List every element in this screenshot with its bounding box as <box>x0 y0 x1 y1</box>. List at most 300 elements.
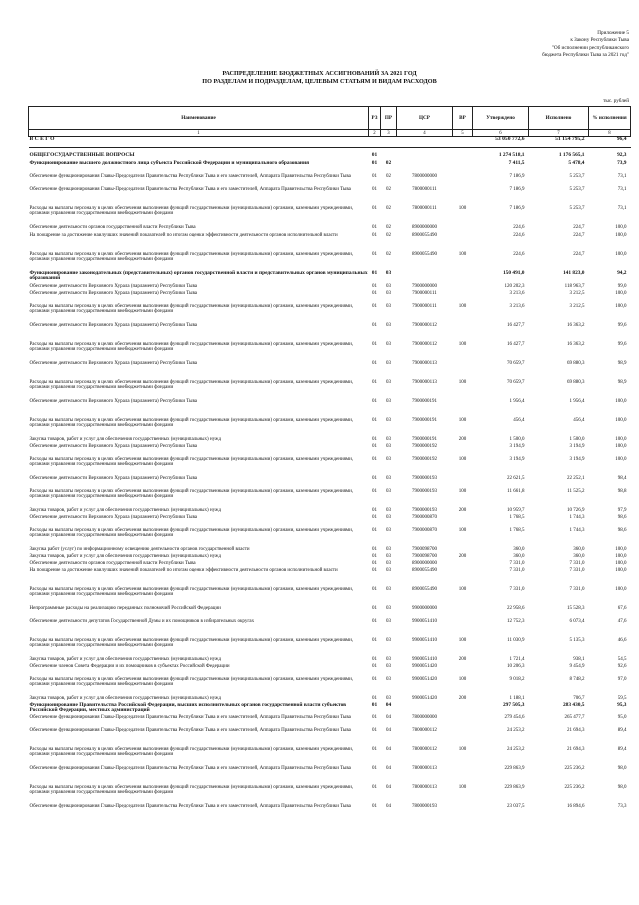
pr-cell: 04 <box>386 803 391 809</box>
table-row <box>29 137 631 148</box>
pct-cell: 100,0 <box>615 586 627 592</box>
rz-cell: 01 <box>372 586 377 592</box>
csr-cell: 7900000192 <box>412 456 437 462</box>
pct-cell: 54,5 <box>617 656 627 662</box>
rz-cell: 01 <box>372 803 377 809</box>
row-name-cell: Закупка товаров, работ и услуг для обеспечения государственных (муниципальных) нужд <box>29 553 222 559</box>
approved-cell: 24 253,2 <box>507 746 525 752</box>
csr-cell: 7800000113 <box>412 784 437 790</box>
pct-cell: 73,1 <box>617 186 627 192</box>
rz-cell: 01 <box>372 656 377 662</box>
csr-cell: 7900000191 <box>412 417 437 423</box>
row-name-cell: Функционирование законодательных (представительных) органов государственной власти и представительных органов муниципальных образований <box>29 269 368 282</box>
approved-cell: 22 621,5 <box>507 475 525 481</box>
pct-cell: 98,0 <box>617 784 627 790</box>
executed-cell: 3 194,9 <box>569 443 585 449</box>
vr-cell <box>453 606 473 619</box>
executed-cell: 22 252,1 <box>567 475 585 481</box>
rz-cell: 01 <box>372 618 377 624</box>
row-name-cell: Обеспечение функционирования Главы-Председателя Правительства Республики Тыва и его заместителей, Аппарата Правительства Республики Тыва <box>29 727 351 733</box>
pct-cell: 59,5 <box>617 695 627 701</box>
executed-cell: 3 212,5 <box>569 290 585 296</box>
row-name-cell: Обеспечение деятельности Верховного Хурала (парламента) Республики Тыва <box>29 514 197 520</box>
table-row <box>29 747 631 766</box>
pct-cell: 100,0 <box>615 417 627 423</box>
pr-cell: 03 <box>386 676 391 682</box>
row-name-cell: Обеспечение функционирования Главы-Председателя Правительства Республики Тыва и его заместителей, Аппарата Правительства Республики Тыва <box>29 803 351 809</box>
rz-cell: 01 <box>372 186 377 192</box>
title-line: ПО РАЗДЕЛАМ И ПОДРАЗДЕЛАМ, ЦЕЛЕВЫМ СТАТЬЯМ И ВИДАМ РАСХОДОВ <box>202 78 437 85</box>
pr-cell: 03 <box>386 322 391 328</box>
vr-cell <box>453 361 473 380</box>
executed-cell: 10 726,9 <box>567 507 585 513</box>
header-vr: ВР <box>453 107 473 130</box>
pct-cell: 98,9 <box>617 379 627 385</box>
row-name-cell: Расходы на выплаты персоналу в целях обеспечения выполнения функций государственными (муниципальными) органами, казенными учреждениями, органами управления государственными внебюджетными фондами <box>29 251 354 263</box>
row-name-cell: ОБЩЕГОСУДАРСТВЕННЫЕ ВОПРОСЫ <box>29 151 135 158</box>
vr-cell: 200 <box>458 553 467 559</box>
table-row <box>29 715 631 728</box>
rz-cell: 01 <box>372 507 377 513</box>
vr-cell <box>453 153 473 161</box>
executed-cell: 5 253,7 <box>569 186 585 192</box>
pct-cell: 98,8 <box>617 488 627 494</box>
executed-cell: 456,4 <box>573 417 585 423</box>
executed-cell: 11 525,2 <box>567 488 585 494</box>
executed-cell: 224,7 <box>573 251 585 257</box>
rz-cell: 01 <box>371 159 378 166</box>
rz-cell <box>369 137 381 148</box>
pct-cell: 73,3 <box>617 803 627 809</box>
appendix-note <box>409 30 629 60</box>
budget-table <box>28 106 631 817</box>
csr-cell: 7800000112 <box>412 727 437 733</box>
row-name-cell: В С Е Г О <box>29 137 369 148</box>
row-name-cell: Закупка товаров, работ и услуг для обеспечения государственных (муниципальных) нужд <box>29 695 222 701</box>
table-row <box>29 187 631 206</box>
vr-cell <box>453 804 473 817</box>
approved-cell: 3 194,9 <box>509 456 525 462</box>
pr-cell: 03 <box>386 379 391 385</box>
table-row <box>29 304 631 323</box>
approved-cell: 1 768,5 <box>509 527 525 533</box>
table-row <box>29 457 631 476</box>
row-name-cell: Обеспечение деятельности депутатов Государственной Думы и их помощников в избирательных округах <box>29 618 255 624</box>
table-row <box>29 703 631 715</box>
csr-cell: 7800000193 <box>412 803 437 809</box>
csr-cell: 7900098700 <box>412 553 437 559</box>
rz-cell: 01 <box>372 567 377 573</box>
table-row <box>29 785 631 804</box>
csr-cell: 7900000191 <box>412 436 437 442</box>
approved-cell: 3 194,9 <box>509 443 525 449</box>
vr-cell <box>453 233 473 252</box>
csr-cell: 7800000112 <box>412 746 437 752</box>
row-name-cell: Расходы на выплаты персоналу в целях обеспечения выполнения функций государственными (муниципальными) органами, казенными учреждениями, органами управления государственными внебюджетными фондами <box>29 417 354 429</box>
executed-cell: 16 894,6 <box>567 803 585 809</box>
row-name-cell: Обеспечение членов Совета Федерации и их помощников в субъектах Российской Федерации <box>29 663 230 669</box>
row-name-cell: Расходы на выплаты персоналу в целях обеспечения выполнения функций государственными (муниципальными) органами, казенными учреждениями, органами управления государственными внебюджетными фондами <box>29 303 354 315</box>
csr-cell <box>397 271 453 284</box>
table-row <box>29 561 631 568</box>
csr-cell: 9900051420 <box>412 695 437 701</box>
rz-cell: 01 <box>371 269 378 276</box>
pct-cell: 98,4 <box>617 475 627 481</box>
pr-cell: 03 <box>386 560 391 566</box>
vr-cell: 200 <box>458 436 467 442</box>
executed-cell: 283 430,5 <box>562 701 585 708</box>
rz-cell: 01 <box>372 283 377 289</box>
csr-cell: 8900000000 <box>412 560 437 566</box>
executed-cell: 225 236,2 <box>564 765 585 771</box>
csr-cell: 7800000113 <box>412 765 437 771</box>
vr-cell: 100 <box>458 676 467 682</box>
vr-cell: 100 <box>458 527 467 533</box>
csr-cell: 9900051410 <box>412 656 437 662</box>
approved-cell: 24 253,2 <box>507 727 525 733</box>
pr-cell: 03 <box>386 695 391 701</box>
col-num: 1 <box>29 130 369 137</box>
pr-cell: 03 <box>386 398 391 404</box>
row-name-cell: Закупка работ (услуг) по информационному освещению деятельности органов государственной власти <box>29 546 250 552</box>
row-name-cell: Обеспечение деятельности органов государственной власти Республики Тыва <box>29 224 196 230</box>
approved-cell: 7 186,9 <box>509 173 525 179</box>
row-name-cell: Обеспечение функционирования Главы-Председателя Правительства Республики Тыва и его заместителей, Аппарата Правительства Республики Тыва <box>29 173 351 179</box>
rz-cell: 01 <box>372 443 377 449</box>
rz-cell: 01 <box>372 379 377 385</box>
csr-cell: 7900000111 <box>412 290 437 296</box>
pct-cell: 73,1 <box>617 173 627 179</box>
executed-cell: 1 956,4 <box>569 398 585 404</box>
rz-cell: 01 <box>372 676 377 682</box>
csr-cell: 7900000192 <box>412 443 437 449</box>
approved-cell: 1 274 518,1 <box>498 151 525 158</box>
pr-cell: 03 <box>386 586 391 592</box>
csr-cell: 9900051420 <box>412 663 437 669</box>
approved-cell: 70 659,7 <box>507 379 525 385</box>
approved-cell: 11 661,8 <box>507 488 525 494</box>
approved-cell: 7 186,9 <box>509 205 525 211</box>
csr-cell: 7900000193 <box>412 475 437 481</box>
executed-cell: 118 963,7 <box>564 283 585 289</box>
table-row <box>29 568 631 587</box>
row-name-cell: Обеспечение деятельности органов государственной власти Республики Тыва <box>29 560 196 566</box>
rz-cell: 01 <box>372 290 377 296</box>
pr-cell: 03 <box>386 507 391 513</box>
csr-cell: 7900098700 <box>412 546 437 552</box>
csr-cell: 7900000000 <box>412 283 437 289</box>
table-row <box>29 174 631 187</box>
pr-cell: 03 <box>386 443 391 449</box>
table-row <box>29 804 631 817</box>
executed-cell: 15 528,3 <box>567 605 585 611</box>
rz-cell: 01 <box>372 488 377 494</box>
vr-cell: 100 <box>458 784 467 790</box>
rz-cell: 01 <box>372 714 377 720</box>
executed-cell: 69 880,3 <box>567 379 585 385</box>
pct-cell: 46,6 <box>617 637 627 643</box>
pr-cell: 04 <box>385 701 392 708</box>
table-row <box>29 657 631 664</box>
rz-cell: 01 <box>371 701 378 708</box>
pr-cell: 03 <box>386 656 391 662</box>
pct-cell: 67,6 <box>617 605 627 611</box>
table-row <box>29 399 631 418</box>
vr-cell <box>453 291 473 304</box>
approved-cell: 10 206,3 <box>507 663 525 669</box>
executed-cell: 5 253,7 <box>569 173 585 179</box>
rz-cell: 01 <box>371 151 378 158</box>
appendix-line: бюджета Республики Тыва за 2021 год" <box>542 52 629 59</box>
header-pct: % исполнения <box>589 107 631 130</box>
pct-cell: 95,0 <box>617 714 627 720</box>
row-name-cell: Закупка товаров, работ и услуг для обеспечения государственных (муниципальных) нужд <box>29 656 222 662</box>
row-name-cell: На поощрение за достижение наилучших значений показателей по итогам оценки эффективности деятельности органов исполнительной власти <box>29 567 338 573</box>
pct-cell: 99,0 <box>617 283 627 289</box>
vr-cell <box>453 161 473 174</box>
header-executed: Исполнено <box>529 107 589 130</box>
col-num: 4 <box>397 130 453 137</box>
table-row <box>29 606 631 619</box>
table-header-row <box>29 107 631 130</box>
vr-cell: 100 <box>458 637 467 643</box>
pct-cell: 100,0 <box>615 560 627 566</box>
table-row <box>29 476 631 489</box>
csr-cell: 7800000111 <box>412 186 437 192</box>
vr-cell: 100 <box>458 251 467 257</box>
csr-cell: 9900051410 <box>412 618 437 624</box>
executed-cell: 69 880,3 <box>567 360 585 366</box>
vr-cell <box>453 619 473 638</box>
pr-cell: 02 <box>385 159 392 166</box>
csr-cell: 8900055490 <box>412 567 437 573</box>
pct-cell: 100,0 <box>615 303 627 309</box>
vr-cell <box>453 703 473 715</box>
pr-cell: 03 <box>386 618 391 624</box>
rz-cell: 01 <box>372 303 377 309</box>
csr-cell <box>397 137 453 148</box>
table-row <box>29 233 631 252</box>
pct-cell: 100,0 <box>615 456 627 462</box>
approved-cell: 1 956,4 <box>509 398 525 404</box>
pr-cell: 03 <box>386 527 391 533</box>
pr-cell: 03 <box>386 546 391 552</box>
unit-label: тыс. рублей <box>603 98 629 104</box>
vr-cell <box>453 187 473 206</box>
pct-cell: 97,0 <box>617 676 627 682</box>
vr-cell: 200 <box>458 656 467 662</box>
row-name-cell: Обеспечение функционирования Главы-Председателя Правительства Республики Тыва и его заместителей, Аппарата Правительства Республики Тыва <box>29 186 351 192</box>
pr-cell <box>381 137 397 148</box>
pr-cell: 02 <box>386 224 391 230</box>
pct-cell: 99,6 <box>617 322 627 328</box>
vr-cell: 100 <box>458 586 467 592</box>
vr-cell: 200 <box>458 507 467 513</box>
table-row <box>29 437 631 444</box>
row-name-cell: Расходы на выплаты персоналу в целях обеспечения выполнения функций государственными (муниципальными) органами, казенными учреждениями, органами управления государственными внебюджетными фондами <box>29 746 354 758</box>
pct-cell: 89,4 <box>617 746 627 752</box>
table-row <box>29 677 631 696</box>
rz-cell: 01 <box>372 746 377 752</box>
table-row <box>29 284 631 291</box>
vr-cell: 200 <box>458 695 467 701</box>
csr-cell: 9900000000 <box>412 605 437 611</box>
pr-cell: 03 <box>386 553 391 559</box>
rz-cell: 01 <box>372 765 377 771</box>
table-row <box>29 766 631 785</box>
csr-cell: 7800000000 <box>412 714 437 720</box>
vr-cell <box>453 284 473 291</box>
approved-cell: 224,6 <box>513 232 525 238</box>
pct-cell: 100,0 <box>615 553 627 559</box>
csr-cell: 7900000112 <box>412 322 437 328</box>
pr-cell: 03 <box>386 567 391 573</box>
pr-cell: 03 <box>386 663 391 669</box>
pr-cell: 03 <box>386 514 391 520</box>
pr-cell: 04 <box>386 765 391 771</box>
pr-cell: 04 <box>386 714 391 720</box>
rz-cell: 01 <box>372 560 377 566</box>
vr-cell <box>453 568 473 587</box>
csr-cell: 7900000870 <box>412 514 437 520</box>
pct-cell: 95,3 <box>617 701 627 708</box>
approved-cell: 16 427,7 <box>507 341 525 347</box>
executed-cell: 5 253,7 <box>569 205 585 211</box>
executed-cell: 225 236,2 <box>564 784 585 790</box>
pct-cell: 94,2 <box>617 269 627 276</box>
csr-cell: 8900000000 <box>412 224 437 230</box>
pct-cell: 92,3 <box>617 151 627 158</box>
vr-cell <box>453 271 473 284</box>
pr-cell: 03 <box>386 475 391 481</box>
executed-cell: 16 363,2 <box>567 322 585 328</box>
approved-cell: 7 411,5 <box>508 159 525 166</box>
appendix-line: "Об исполнении республиканского <box>551 44 629 51</box>
row-name-cell: Функционирование Правительства Российской Федерации, высших исполнительных органов государственной власти субъектов Российской Федерации, местных администраций <box>29 701 347 714</box>
pr-cell: 03 <box>386 417 391 423</box>
approved-cell: 279 454,6 <box>504 714 525 720</box>
executed-cell: 360,0 <box>573 553 585 559</box>
table-row <box>29 291 631 304</box>
executed-cell: 5 135,3 <box>569 637 585 643</box>
row-name-cell: Расходы на выплаты персоналу в целях обеспечения выполнения функций государственными (муниципальными) органами, казенными учреждениями, органами управления государственными внебюджетными фондами <box>29 586 354 598</box>
executed-cell: 7 331,0 <box>569 567 585 573</box>
csr-cell: 8900055490 <box>412 586 437 592</box>
row-name-cell: Обеспечение деятельности Верховного Хурала (парламента) Республики Тыва <box>29 398 197 404</box>
pr-cell: 04 <box>386 727 391 733</box>
pr-cell: 04 <box>386 746 391 752</box>
executed-cell: 21 694,3 <box>567 746 585 752</box>
approved-cell: 7 331,0 <box>509 586 525 592</box>
pr-cell: 03 <box>386 605 391 611</box>
pct-cell: 73,1 <box>617 205 627 211</box>
row-name-cell: Расходы на выплаты персоналу в целях обеспечения выполнения функций государственными (муниципальными) органами, казенными учреждениями, органами управления государственными внебюджетными фондами <box>29 379 354 391</box>
header-approved: Утверждено <box>473 107 529 130</box>
csr-cell: 7900000113 <box>412 360 437 366</box>
approved-cell: 7 331,0 <box>509 567 525 573</box>
approved-cell: 70 659,7 <box>507 360 525 366</box>
col-num: 8 <box>589 130 631 137</box>
pr-cell: 02 <box>386 251 391 257</box>
csr-cell: 7800000111 <box>412 205 437 211</box>
pct-cell: 100,0 <box>615 436 627 442</box>
rz-cell: 01 <box>372 527 377 533</box>
vr-cell: 100 <box>458 417 467 423</box>
pct-cell: 100,0 <box>615 290 627 296</box>
pct-cell: 100,0 <box>615 546 627 552</box>
executed-cell: 141 823,0 <box>562 269 585 276</box>
vr-cell: 100 <box>458 205 467 211</box>
vr-cell <box>453 323 473 342</box>
pct-cell: 100,0 <box>615 567 627 573</box>
rz-cell: 01 <box>372 695 377 701</box>
approved-cell: 150 491,0 <box>502 269 525 276</box>
table-row <box>29 418 631 437</box>
rz-cell: 01 <box>372 727 377 733</box>
executed-cell: 1 744,3 <box>569 514 585 520</box>
row-name-cell: Расходы на выплаты персоналу в целях обеспечения выполнения функций государственными (муниципальными) органами, казенными учреждениями, органами управления государственными внебюджетными фондами <box>29 527 354 539</box>
csr-cell <box>397 153 453 161</box>
executed-cell: 1 176 565,1 <box>558 151 585 158</box>
row-name-cell: Расходы на выплаты персоналу в целях обеспечения выполнения функций государственными (муниципальными) органами, казенными учреждениями, органами управления государственными внебюджетными фондами <box>29 637 354 649</box>
csr-cell: 7900000112 <box>412 341 437 347</box>
pct-cell: 96,4 <box>589 137 631 148</box>
pct-cell: 92,6 <box>617 663 627 669</box>
vr-cell <box>453 728 473 747</box>
table-row <box>29 444 631 457</box>
pct-cell: 73,9 <box>617 159 627 166</box>
pr-cell: 02 <box>386 173 391 179</box>
approved-cell: 22 958,6 <box>507 605 525 611</box>
executed-cell: 8 748,2 <box>569 676 585 682</box>
table-row <box>29 271 631 284</box>
executed-cell: 224,7 <box>573 232 585 238</box>
csr-cell: 7900000870 <box>412 527 437 533</box>
vr-cell <box>453 515 473 528</box>
executed-cell: 706,7 <box>573 695 585 701</box>
approved-cell: 7 331,0 <box>509 560 525 566</box>
rz-cell: 01 <box>372 417 377 423</box>
csr-cell: 7900000191 <box>412 398 437 404</box>
approved-cell: 1 721,4 <box>509 656 525 662</box>
pct-cell: 98,6 <box>617 514 627 520</box>
executed-cell: 5 478,4 <box>568 159 585 166</box>
executed-cell: 265 477,7 <box>564 714 585 720</box>
pct-cell: 98,0 <box>617 765 627 771</box>
col-num: 7 <box>529 130 589 137</box>
executed-cell: 16 363,2 <box>567 341 585 347</box>
row-name-cell: Обеспечение деятельности Верховного Хурала (парламента) Республики Тыва <box>29 283 197 289</box>
row-name-cell: Расходы на выплаты персоналу в целях обеспечения выполнения функций государственными (муниципальными) органами, казенными учреждениями, органами управления государственными внебюджетными фондами <box>29 784 354 796</box>
pct-cell: 99,6 <box>617 341 627 347</box>
row-name-cell: Обеспечение деятельности Верховного Хурала (парламента) Республики Тыва <box>29 322 197 328</box>
vr-cell <box>453 664 473 677</box>
pr-cell: 04 <box>386 784 391 790</box>
vr-cell: 100 <box>458 456 467 462</box>
document-title <box>0 70 639 86</box>
rz-cell: 01 <box>372 605 377 611</box>
rz-cell: 01 <box>372 360 377 366</box>
approved-cell: 12 752,3 <box>507 618 525 624</box>
pct-cell: 89,4 <box>617 727 627 733</box>
row-name-cell: Обеспечение деятельности Верховного Хурала (парламента) Республики Тыва <box>29 443 197 449</box>
approved-cell: 360,0 <box>513 546 525 552</box>
rz-cell: 01 <box>372 322 377 328</box>
pct-cell: 98,9 <box>617 360 627 366</box>
row-name-cell: Непрограммные расходы на реализацию переданных полномочий Российской Федерации <box>29 605 221 611</box>
row-name-cell: Расходы на выплаты персоналу в целях обеспечения выполнения функций государственными (муниципальными) органами, казенными учреждениями, органами управления государственными внебюджетными фондами <box>29 341 354 353</box>
executed-cell: 224,7 <box>573 224 585 230</box>
